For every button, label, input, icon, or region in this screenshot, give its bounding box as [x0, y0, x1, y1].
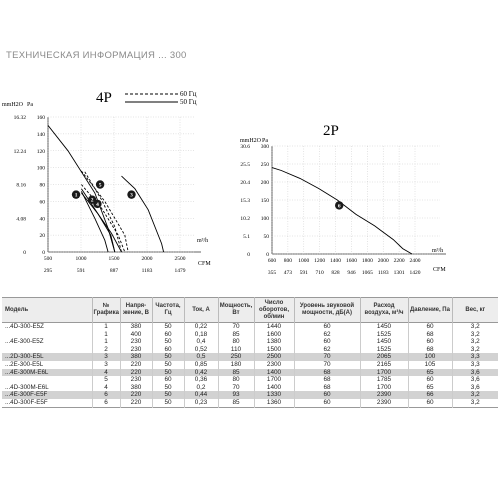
- table-cell: 50: [152, 399, 184, 407]
- y-tick-label-mmh2o: 0: [247, 252, 250, 258]
- table-cell: 250: [218, 353, 254, 361]
- table-cell: 0,5: [184, 353, 218, 361]
- table-row: [2, 346, 498, 354]
- specs-table: [2, 297, 498, 408]
- chart-curves: [48, 125, 164, 252]
- table-cell: 70: [218, 384, 254, 392]
- curve-4: [81, 193, 121, 252]
- x-tick-label-cfm: 946: [347, 270, 356, 276]
- table-cell: 0,23: [184, 399, 218, 407]
- page-title: ТЕХНИЧЕСКАЯ ИНФОРМАЦИЯ ... 300: [6, 50, 187, 61]
- table-cell: 0,36: [184, 376, 218, 384]
- table-cell: [2, 346, 92, 354]
- table-cell: 1: [92, 338, 120, 346]
- table-cell: 60: [152, 376, 184, 384]
- table-cell: 50: [152, 361, 184, 369]
- table-cell: 1600: [254, 331, 294, 339]
- y-tick-label-pa: 300: [260, 144, 269, 150]
- table-cell: 68: [294, 376, 360, 384]
- table-cell: ...2D-300-E5L: [2, 353, 92, 361]
- table-cell: 230: [120, 376, 152, 384]
- table-row: [2, 353, 498, 361]
- table-row: [2, 399, 498, 407]
- table-cell: 6: [92, 399, 120, 407]
- y-tick-label-pa: 150: [260, 198, 269, 204]
- table-cell: 2390: [360, 399, 408, 407]
- x-tick-label-cfm: 1420: [409, 270, 421, 276]
- table-cell: 1525: [360, 331, 408, 339]
- y-tick-label-pa: 140: [36, 131, 45, 138]
- table-cell: 68: [294, 384, 360, 392]
- table-row: [2, 331, 498, 339]
- table-cell: 60: [408, 338, 452, 346]
- x-tick-label-cfm: 1065: [361, 270, 373, 276]
- x-tick-label-m3h: 1200: [314, 258, 326, 264]
- table-cell: 1700: [360, 384, 408, 392]
- table-cell: 0,52: [184, 346, 218, 354]
- y-tick-label-mmh2o: 0: [23, 250, 26, 256]
- chart-curves: [272, 168, 412, 254]
- table-cell: 105: [408, 361, 452, 369]
- x-unit-cfm: CFM: [433, 267, 446, 273]
- curve-marker-label-3: 3: [130, 192, 133, 199]
- y-tick-label-pa: 20: [39, 233, 45, 240]
- table-cell: 0,2: [184, 384, 218, 392]
- table-header-cell: Вес, кг: [452, 298, 498, 323]
- y-unit-pa: Pa: [262, 138, 268, 144]
- table-row: [2, 384, 498, 392]
- table-cell: [2, 376, 92, 384]
- curve-3: [122, 176, 164, 252]
- table-cell: 60: [294, 323, 360, 331]
- table-cell: 50: [152, 338, 184, 346]
- table-row: [2, 338, 498, 346]
- table-cell: 60: [152, 346, 184, 354]
- y-tick-label-pa: 100: [260, 216, 269, 222]
- table-cell: 0,4: [184, 338, 218, 346]
- table-cell: ...4E-300-E5Z: [5, 338, 44, 346]
- table-row: [2, 391, 498, 399]
- table-cell: 65: [408, 369, 452, 377]
- y-tick-label-mmh2o: 10.2: [240, 216, 250, 222]
- x-tick-label-cfm: 1301: [393, 270, 405, 276]
- table-cell: 2: [92, 346, 120, 354]
- y-tick-label-mmh2o: 12.24: [13, 148, 26, 155]
- table-cell: 400: [120, 331, 152, 339]
- table-cell: 3,2: [452, 338, 498, 346]
- table-cell: ...4E-300M-E6L: [2, 369, 92, 377]
- x-tick-label-m3h: 2500: [174, 256, 186, 262]
- y-tick-label-mmh2o: 25.5: [240, 162, 250, 168]
- table-cell: 80: [218, 338, 254, 346]
- chart-title: 2P: [323, 123, 339, 139]
- table-cell: 1380: [254, 338, 294, 346]
- table-cell: 100: [408, 353, 452, 361]
- curve-1: [81, 189, 114, 252]
- table-cell: 0,22: [184, 323, 218, 331]
- x-tick-label-cfm: 591: [299, 270, 308, 276]
- table-cell: 1785: [360, 376, 408, 384]
- table-cell: 60: [152, 331, 184, 339]
- table-cell: 0,44: [184, 391, 218, 399]
- y-unit-mmh2o: mmH2O: [240, 138, 261, 144]
- table-row: [2, 376, 498, 384]
- x-tick-label-cfm: 591: [76, 268, 86, 274]
- table-cell: 1525: [360, 346, 408, 354]
- table-row: [2, 369, 498, 377]
- curve-marker-label-4: 4: [96, 201, 99, 208]
- x-tick-label-cfm: 828: [331, 270, 340, 276]
- table-header-cell: Ток, А: [184, 298, 218, 323]
- table-cell: 62: [294, 331, 360, 339]
- table-cell: 3,2: [452, 323, 498, 331]
- table-cell: 50: [152, 384, 184, 392]
- table-cell: 50: [152, 369, 184, 377]
- table-cell: 3,6: [452, 369, 498, 377]
- table-cell: 3,2: [452, 391, 498, 399]
- table-cell: 220: [120, 361, 152, 369]
- x-tick-label-m3h: 600: [267, 258, 277, 264]
- table-cell: 380: [120, 384, 152, 392]
- table-cell: 68: [294, 369, 360, 377]
- table-cell: 2300: [254, 361, 294, 369]
- y-tick-label-mmh2o: 30.6: [240, 144, 250, 150]
- table-cell: 1700: [360, 369, 408, 377]
- table-cell: 3,6: [452, 384, 498, 392]
- x-tick-label-m3h: 2400: [409, 258, 421, 264]
- y-tick-label-mmh2o: 5.1: [243, 234, 250, 240]
- table-cell: ...2E-300-E5L: [5, 360, 44, 368]
- y-tick-label-pa: 40: [39, 216, 45, 223]
- chart-grid: [272, 146, 446, 254]
- table-cell: 70: [294, 361, 360, 369]
- table-cell: 3,2: [452, 346, 498, 354]
- table-row: [2, 361, 498, 369]
- table-cell: 50: [152, 391, 184, 399]
- table-cell: 1500: [254, 346, 294, 354]
- table-cell: ...4D-300M-E6L: [5, 383, 49, 391]
- table-cell: 1360: [254, 399, 294, 407]
- y-tick-label-pa: 100: [36, 165, 45, 172]
- curve-marker-label-6: 6: [337, 203, 341, 210]
- y-tick-label-mmh2o: 4.08: [16, 216, 26, 223]
- table-header-row: [2, 298, 498, 323]
- y-tick-label-mmh2o: 8.16: [16, 182, 26, 189]
- y-tick-label-mmh2o: 16.32: [13, 115, 26, 121]
- table-cell: 220: [120, 369, 152, 377]
- x-tick-label-m3h: 800: [283, 258, 293, 264]
- table-cell: 60: [294, 391, 360, 399]
- table-cell: 5: [92, 376, 120, 384]
- x-tick-label-m3h: 1500: [108, 256, 120, 262]
- table-cell: 1440: [254, 323, 294, 331]
- table-cell: 3: [92, 361, 120, 369]
- y-tick-label-pa: 0: [42, 250, 45, 256]
- table-cell: 110: [218, 346, 254, 354]
- table-cell: 0,85: [184, 361, 218, 369]
- table-cell: 60: [408, 376, 452, 384]
- table-cell: 85: [218, 369, 254, 377]
- table-header-cell: Число оборотов, об/мин: [254, 298, 294, 323]
- x-tick-label-m3h: 2200: [393, 258, 405, 264]
- table-header-cell: Давление, Па: [408, 298, 452, 323]
- y-tick-label-pa: 120: [36, 148, 45, 155]
- x-tick-label-m3h: 1600: [345, 258, 357, 264]
- table-cell: 93: [218, 391, 254, 399]
- table-cell: 66: [408, 391, 452, 399]
- curve-marker-label-1: 1: [74, 192, 78, 199]
- y-tick-label-pa: 60: [39, 199, 45, 206]
- y-tick-label-pa: 0: [266, 252, 269, 258]
- curve-6: [272, 168, 412, 254]
- x-tick-label-cfm: 473: [283, 270, 293, 276]
- table-cell: 4: [92, 369, 120, 377]
- table-cell: 3,6: [452, 376, 498, 384]
- table-cell: 0,18: [184, 331, 218, 339]
- table-header-cell: Частота, Гц: [152, 298, 184, 323]
- table-cell: 3,2: [452, 399, 498, 407]
- x-unit-m3h: m³/h: [432, 248, 444, 254]
- table-cell: 80: [218, 376, 254, 384]
- y-tick-label-pa: 250: [260, 162, 269, 168]
- table-cell: 60: [294, 338, 360, 346]
- table-cell: 65: [408, 384, 452, 392]
- x-tick-label-m3h: 1800: [361, 258, 373, 264]
- table-cell: 220: [120, 399, 152, 407]
- table-cell: 230: [120, 338, 152, 346]
- table-cell: 50: [152, 323, 184, 331]
- table-cell: 85: [218, 331, 254, 339]
- table-cell: 230: [120, 346, 152, 354]
- table-cell: 3,2: [452, 331, 498, 339]
- x-tick-label-m3h: 2000: [141, 256, 153, 262]
- table-cell: 70: [218, 323, 254, 331]
- x-tick-label-cfm: 887: [109, 268, 119, 274]
- fan-curve-chart-2p: [240, 82, 500, 276]
- table-cell: 70: [294, 353, 360, 361]
- x-tick-label-m3h: 1000: [75, 256, 87, 262]
- table-cell: 1450: [360, 323, 408, 331]
- y-tick-label-pa: 80: [39, 182, 45, 189]
- x-tick-label-cfm: 1479: [174, 268, 186, 274]
- table-cell: ...4D-300F-E5F: [5, 398, 48, 406]
- table-cell: [2, 331, 92, 339]
- x-tick-label-m3h: 2000: [377, 258, 389, 264]
- table-cell: 1330: [254, 391, 294, 399]
- table-cell: 0,42: [184, 369, 218, 377]
- x-tick-label-m3h: 1000: [298, 258, 310, 264]
- table-cell: 6: [92, 391, 120, 399]
- table-cell: 2390: [360, 391, 408, 399]
- table-cell: 3,3: [452, 361, 498, 369]
- table-cell: 60: [408, 399, 452, 407]
- table-header-cell: № Графика: [92, 298, 120, 323]
- y-unit-mmh2o: mmH2O: [2, 102, 23, 108]
- table-cell: 68: [408, 346, 452, 354]
- table-cell: 2065: [360, 353, 408, 361]
- table-header-cell: Уровень звуковой мощности, дБ(А): [294, 298, 360, 323]
- chart-markers: [335, 201, 343, 209]
- x-tick-label-m3h: 500: [43, 256, 53, 262]
- table-cell: ...4D-300-E5Z: [5, 323, 44, 330]
- y-tick-label-pa: 200: [260, 180, 269, 186]
- y-tick-label-mmh2o: 15.3: [240, 198, 250, 204]
- table-cell: 4: [92, 384, 120, 392]
- curve-marker-label-2: 2: [90, 197, 94, 204]
- table-header-cell: Напря-жение, В: [120, 298, 152, 323]
- table-cell: 68: [408, 331, 452, 339]
- x-tick-label-cfm: 1183: [377, 270, 389, 276]
- table-cell: 380: [120, 323, 152, 331]
- table-header-cell: Расход воздуха, м³/ч: [360, 298, 408, 323]
- table-cell: 3: [92, 353, 120, 361]
- table-header-cell: Мощность, Вт: [218, 298, 254, 323]
- table-header-cell: Модель: [2, 298, 92, 323]
- table-cell: 1: [92, 323, 120, 331]
- fan-curve-chart-4p: [0, 82, 250, 272]
- table-cell: 85: [218, 399, 254, 407]
- x-unit-cfm: CFM: [198, 261, 211, 267]
- table-cell: 2165: [360, 361, 408, 369]
- table-cell: 1450: [360, 338, 408, 346]
- table-cell: 1: [92, 331, 120, 339]
- table-cell: 62: [294, 346, 360, 354]
- legend-label-60hz: 60 Гц: [180, 90, 197, 98]
- table-cell: 3,3: [452, 353, 498, 361]
- x-unit-m3h: m³/h: [197, 238, 209, 244]
- table-cell: 380: [120, 353, 152, 361]
- table-cell: 220: [120, 391, 152, 399]
- chart-tick-labels: [14, 115, 186, 274]
- x-tick-label-cfm: 1183: [141, 268, 153, 274]
- chart-tick-labels: [240, 144, 420, 276]
- table-cell: 180: [218, 361, 254, 369]
- legend-label-50hz: 50 Гц: [180, 98, 197, 106]
- chart-title: 4P: [96, 90, 112, 106]
- curve-marker-label-5: 5: [98, 182, 102, 189]
- x-tick-label-cfm: 710: [315, 270, 324, 276]
- table-cell: 1400: [254, 384, 294, 392]
- y-unit-pa: Pa: [27, 102, 33, 108]
- y-tick-label-pa: 160: [36, 115, 45, 121]
- y-tick-label-mmh2o: 20.4: [240, 180, 250, 186]
- chart-grid: [48, 117, 201, 252]
- table-cell: 60: [408, 323, 452, 331]
- x-tick-label-cfm: 295: [43, 268, 53, 274]
- table-cell: 2500: [254, 353, 294, 361]
- table-cell: 1700: [254, 376, 294, 384]
- table-cell: ...4E-300F-E5F: [2, 391, 92, 399]
- table-cell: 50: [152, 353, 184, 361]
- table-cell: 1400: [254, 369, 294, 377]
- table-cell: 60: [294, 399, 360, 407]
- x-tick-label-m3h: 1400: [330, 258, 342, 264]
- x-tick-label-cfm: 355: [267, 270, 277, 276]
- table-row: [2, 323, 498, 331]
- y-tick-label-pa: 50: [263, 234, 269, 240]
